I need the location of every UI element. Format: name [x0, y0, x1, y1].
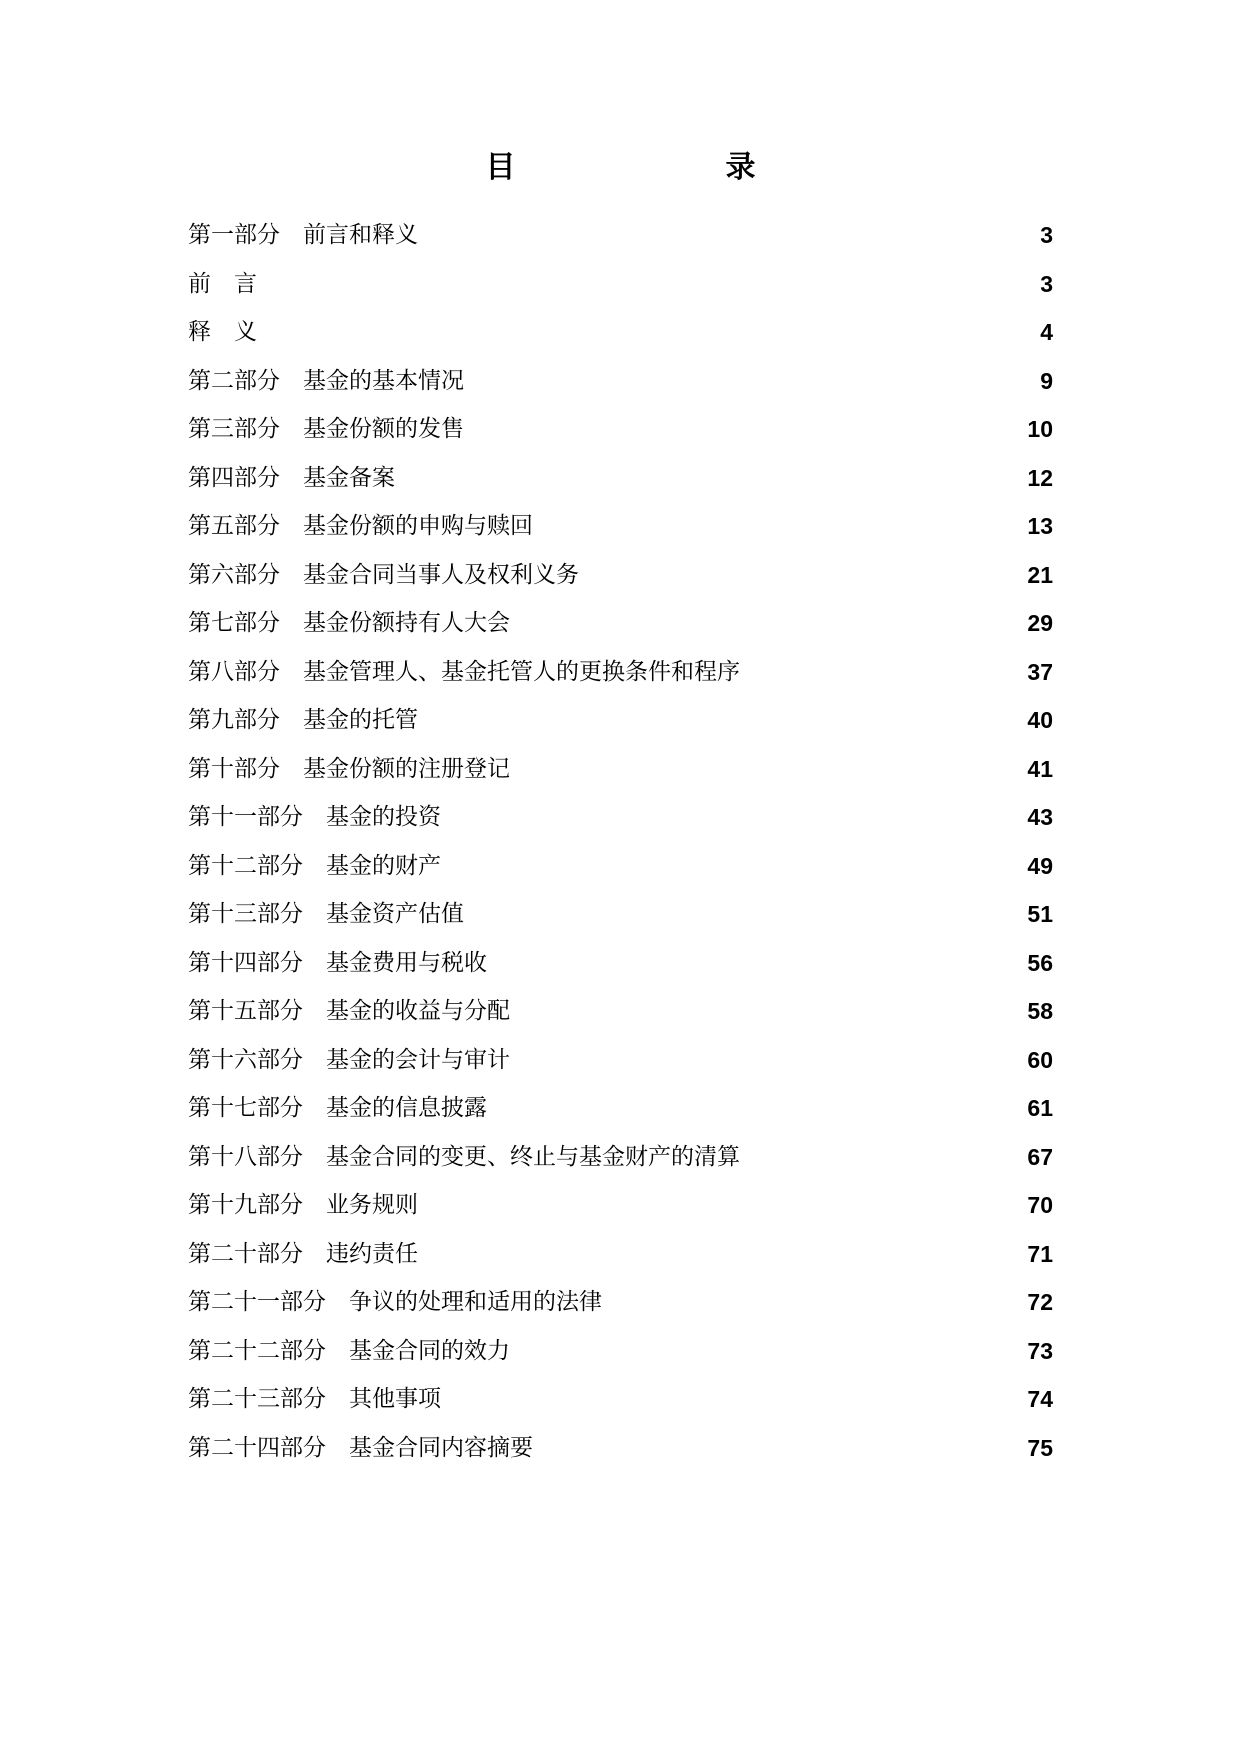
toc-entry[interactable] — [188, 416, 1053, 465]
toc-entry-page: 12 — [1027, 464, 1053, 491]
toc-entry-label: 第十九部分 业务规则 — [188, 1192, 418, 1218]
toc-entry-label: 第十一部分 基金的投资 — [188, 804, 441, 830]
toc-entry-label: 第十六部分 基金的会计与审计 — [188, 1046, 510, 1073]
toc-entry-label: 第七部分 基金份额持有人大会 — [188, 610, 510, 636]
toc-entry[interactable] — [188, 513, 1053, 562]
toc-entry-page: 10 — [1027, 416, 1053, 442]
toc-entry-label: 前 言 — [188, 270, 257, 297]
toc-entry[interactable] — [188, 1241, 1053, 1290]
toc-entry[interactable] — [188, 804, 1053, 853]
toc-entry-label: 第二部分 基金的基本情况 — [188, 367, 464, 394]
toc-entry-page: 67 — [1027, 1143, 1053, 1170]
toc-entry[interactable] — [188, 1192, 1053, 1241]
toc-entry-label: 第二十部分 违约责任 — [188, 1240, 418, 1267]
toc-entry[interactable] — [188, 1144, 1053, 1193]
toc-entry-page: 58 — [1027, 998, 1053, 1024]
toc-title: 目 录 — [485, 150, 806, 185]
toc-entry-page: 13 — [1027, 513, 1053, 539]
toc-entry[interactable] — [188, 319, 1053, 368]
toc-entry-label: 第十七部分 基金的信息披露 — [188, 1095, 487, 1121]
toc-entry[interactable] — [188, 901, 1053, 950]
toc-entry-label: 第三部分 基金份额的发售 — [188, 416, 464, 442]
toc-entry[interactable] — [188, 1289, 1053, 1338]
toc-entry-label: 第十二部分 基金的财产 — [188, 852, 441, 879]
toc-entry[interactable] — [188, 368, 1053, 417]
toc-entry-label: 第九部分 基金的托管 — [188, 707, 418, 733]
toc-entry-page: 75 — [1027, 1434, 1053, 1461]
toc-entry[interactable] — [188, 271, 1053, 320]
toc-entry[interactable] — [188, 1338, 1053, 1387]
toc-entry[interactable] — [188, 998, 1053, 1047]
toc-entry-label: 第十四部分 基金费用与税收 — [188, 949, 487, 976]
toc-entry-page: 29 — [1027, 610, 1053, 636]
toc-entry-page: 70 — [1027, 1192, 1053, 1218]
toc-entry-page: 4 — [1040, 319, 1053, 345]
toc-list — [188, 222, 1053, 1483]
toc-entry-label: 第八部分 基金管理人、基金托管人的更换条件和程序 — [188, 658, 740, 685]
toc-entry[interactable] — [188, 950, 1053, 999]
toc-entry[interactable] — [188, 659, 1053, 708]
toc-entry[interactable] — [188, 853, 1053, 902]
toc-entry-page: 71 — [1027, 1240, 1053, 1267]
toc-entry-label: 第二十四部分 基金合同内容摘要 — [188, 1434, 533, 1461]
toc-entry-label: 第十部分 基金份额的注册登记 — [188, 755, 510, 782]
toc-entry-page: 74 — [1027, 1386, 1053, 1412]
toc-entry-label: 第十五部分 基金的收益与分配 — [188, 998, 510, 1024]
toc-entry-label: 第十三部分 基金资产估值 — [188, 901, 464, 927]
toc-entry[interactable] — [188, 465, 1053, 514]
toc-entry-page: 73 — [1027, 1337, 1053, 1364]
toc-entry[interactable] — [188, 562, 1053, 611]
toc-entry[interactable] — [188, 1047, 1053, 1096]
toc-entry-page: 51 — [1027, 901, 1053, 927]
toc-entry-page: 3 — [1040, 222, 1053, 248]
toc-entry-page: 41 — [1027, 755, 1053, 782]
toc-entry-page: 9 — [1040, 367, 1053, 394]
toc-entry-page: 3 — [1040, 270, 1053, 297]
toc-entry[interactable] — [188, 1386, 1053, 1435]
toc-entry[interactable] — [188, 610, 1053, 659]
toc-entry[interactable] — [188, 222, 1053, 271]
toc-entry-page: 61 — [1027, 1095, 1053, 1121]
toc-entry-label: 第五部分 基金份额的申购与赎回 — [188, 513, 533, 539]
toc-entry[interactable] — [188, 707, 1053, 756]
toc-entry-page: 37 — [1027, 658, 1053, 685]
toc-entry-page: 60 — [1027, 1046, 1053, 1073]
toc-entry-page: 49 — [1027, 852, 1053, 879]
toc-entry-label: 第六部分 基金合同当事人及权利义务 — [188, 561, 579, 588]
toc-entry[interactable] — [188, 1435, 1053, 1484]
toc-entry-page: 40 — [1027, 707, 1053, 733]
toc-entry-page: 43 — [1027, 804, 1053, 830]
toc-entry-label: 第二十二部分 基金合同的效力 — [188, 1337, 510, 1364]
toc-entry-page: 21 — [1027, 561, 1053, 588]
toc-entry-page: 72 — [1027, 1289, 1053, 1315]
toc-entry-label: 第四部分 基金备案 — [188, 464, 395, 491]
toc-entry-label: 第十八部分 基金合同的变更、终止与基金财产的清算 — [188, 1143, 740, 1170]
toc-entry-label: 释 义 — [188, 319, 257, 345]
toc-entry[interactable] — [188, 756, 1053, 805]
toc-entry-label: 第二十一部分 争议的处理和适用的法律 — [188, 1289, 602, 1315]
toc-entry-label: 第二十三部分 其他事项 — [188, 1386, 441, 1412]
toc-entry[interactable] — [188, 1095, 1053, 1144]
toc-entry-page: 56 — [1027, 949, 1053, 976]
toc-entry-label: 第一部分 前言和释义 — [188, 222, 418, 248]
